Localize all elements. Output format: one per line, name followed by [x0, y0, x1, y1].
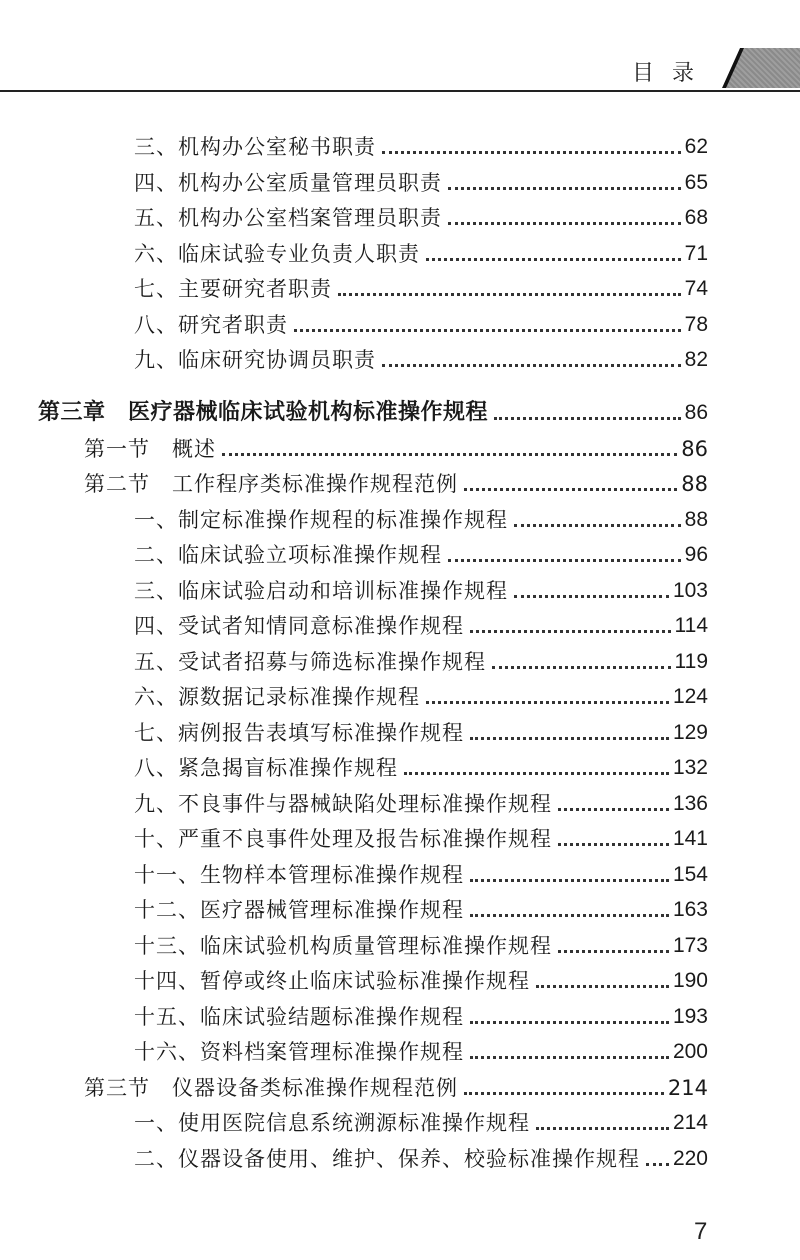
dot-leader — [448, 222, 681, 225]
toc-entry — [134, 1139, 708, 1173]
toc-entry — [134, 926, 708, 960]
dot-leader — [464, 488, 677, 491]
toc-entry — [134, 677, 708, 711]
toc-page: 88 — [681, 472, 708, 496]
dot-leader — [558, 843, 669, 846]
toc-label: 第二节 工作程序类标准操作规程范例 — [84, 472, 458, 496]
toc-label: 一、制定标准操作规程的标准操作规程 — [134, 507, 508, 532]
toc-entry — [134, 1103, 708, 1137]
toc-page: 62 — [684, 135, 708, 158]
toc-label: 九、临床研究协调员职责 — [134, 348, 376, 372]
dot-leader — [492, 666, 671, 669]
toc-entry — [134, 500, 708, 534]
toc-entry — [134, 748, 708, 782]
dot-leader — [222, 453, 677, 456]
toc-label: 第三节 仪器设备类标准操作规程范例 — [84, 1075, 458, 1100]
header-title: 目录 — [632, 61, 713, 86]
toc-label: 十五、临床试验结题标准操作规程 — [134, 1004, 464, 1029]
toc-label: 二、仪器设备使用、维护、保养、校验标准操作规程 — [134, 1146, 640, 1171]
toc-entry — [134, 571, 708, 605]
page-number: 7 — [694, 1218, 708, 1245]
toc-page: 71 — [684, 241, 708, 265]
toc-page: 214 — [667, 1075, 708, 1100]
dot-leader — [646, 1163, 669, 1166]
toc-label: 十三、临床试验机构质量管理标准操作规程 — [134, 933, 552, 958]
toc-page: 78 — [684, 312, 708, 336]
toc-label: 十四、暂停或终止临床试验标准操作规程 — [134, 969, 530, 993]
header-rule — [0, 90, 800, 92]
dot-leader — [514, 595, 669, 598]
toc-chapter-entry — [38, 393, 708, 427]
dot-leader — [448, 187, 681, 190]
toc-entry — [134, 819, 708, 853]
toc-label: 四、机构办公室质量管理员职责 — [134, 170, 442, 195]
toc-label: 三、临床试验启动和培训标准操作规程 — [134, 578, 508, 603]
toc-label: 十一、生物样本管理标准操作规程 — [134, 862, 464, 887]
toc-label: 九、不良事件与器械缺陷处理标准操作规程 — [134, 791, 552, 816]
toc-page: 193 — [672, 1004, 708, 1028]
toc-entry — [134, 1032, 708, 1066]
toc-page: 68 — [684, 206, 708, 229]
toc-label: 四、受试者知情同意标准操作规程 — [134, 614, 464, 638]
dot-leader — [338, 293, 681, 296]
toc-label: 一、使用医院信息系统溯源标准操作规程 — [134, 1111, 530, 1135]
toc-entry — [134, 127, 708, 161]
toc-entry — [134, 535, 708, 569]
toc-entry — [134, 606, 708, 640]
toc-entry — [134, 234, 708, 268]
dot-leader — [494, 417, 681, 420]
toc-page: 214 — [672, 1111, 708, 1134]
toc-page: 141 — [672, 827, 708, 850]
toc-page: 190 — [672, 969, 708, 992]
toc-label: 第一节 概述 — [84, 436, 216, 461]
dot-leader — [448, 559, 681, 562]
toc-page: 103 — [672, 578, 708, 602]
dot-leader — [514, 524, 681, 527]
toc-label: 五、机构办公室档案管理员职责 — [134, 206, 442, 230]
dot-leader — [470, 914, 669, 917]
toc-label: 第三章 医疗器械临床试验机构标准操作规程 — [38, 400, 489, 425]
toc-page: 88 — [684, 507, 708, 531]
toc-entry — [134, 198, 708, 232]
toc-page: 74 — [684, 277, 708, 300]
toc-entry — [134, 340, 708, 374]
toc-entry — [134, 855, 708, 889]
dot-leader — [470, 879, 669, 882]
toc-page: 163 — [672, 898, 708, 921]
toc-page: 124 — [672, 685, 708, 708]
toc-label: 十、严重不良事件处理及报告标准操作规程 — [134, 827, 552, 851]
toc-label: 六、源数据记录标准操作规程 — [134, 685, 420, 709]
dot-leader — [426, 258, 681, 261]
dot-leader — [558, 808, 669, 811]
toc-label: 三、机构办公室秘书职责 — [134, 135, 376, 159]
toc-entry — [134, 961, 708, 995]
toc-entry — [134, 163, 708, 197]
toc-label: 二、临床试验立项标准操作规程 — [134, 543, 442, 567]
toc-page: 119 — [674, 649, 708, 673]
toc-entry — [134, 305, 708, 339]
toc-label: 六、临床试验专业负责人职责 — [134, 241, 420, 266]
toc-page: 114 — [674, 614, 708, 637]
toc-label: 八、紧急揭盲标准操作规程 — [134, 756, 398, 780]
toc-entry — [134, 890, 708, 924]
toc-entry — [134, 997, 708, 1031]
toc-page: 132 — [672, 756, 708, 779]
dot-leader — [470, 630, 671, 633]
dot-leader — [382, 151, 681, 154]
toc-page: 86 — [681, 436, 708, 461]
toc-page: 200 — [672, 1040, 708, 1063]
dot-leader — [470, 1021, 669, 1024]
toc-page: 154 — [672, 862, 708, 886]
toc-label: 八、研究者职责 — [134, 312, 288, 337]
toc-entry — [134, 713, 708, 747]
toc-page: 96 — [684, 543, 708, 566]
toc-page: 129 — [672, 720, 708, 744]
toc-page: 173 — [672, 933, 708, 957]
toc-entry — [134, 642, 708, 676]
toc-label: 十二、医疗器械管理标准操作规程 — [134, 898, 464, 922]
toc-label: 七、病例报告表填写标准操作规程 — [134, 720, 464, 745]
toc-section-entry — [84, 429, 708, 463]
header-tab-decoration — [722, 48, 800, 88]
toc-section-entry — [84, 1068, 708, 1102]
dot-leader — [426, 701, 669, 704]
dot-leader — [470, 737, 669, 740]
toc-label: 七、主要研究者职责 — [134, 277, 332, 301]
dot-leader — [536, 1127, 669, 1130]
dot-leader — [294, 329, 681, 332]
dot-leader — [464, 1092, 664, 1095]
toc-page: 65 — [684, 170, 708, 194]
dot-leader — [558, 950, 669, 953]
dot-leader — [470, 1056, 669, 1059]
toc-page: 82 — [684, 348, 708, 371]
toc-entry — [134, 269, 708, 303]
running-header — [0, 0, 800, 110]
dot-leader — [382, 364, 681, 367]
toc-label: 五、受试者招募与筛选标准操作规程 — [134, 649, 486, 674]
toc-section-entry — [84, 464, 708, 498]
toc-page: 86 — [684, 401, 708, 424]
toc-label: 十六、资料档案管理标准操作规程 — [134, 1040, 464, 1064]
toc-entry — [134, 784, 708, 818]
toc-page: 136 — [672, 791, 708, 815]
dot-leader — [536, 985, 669, 988]
toc-page: 220 — [672, 1146, 708, 1170]
dot-leader — [404, 772, 669, 775]
